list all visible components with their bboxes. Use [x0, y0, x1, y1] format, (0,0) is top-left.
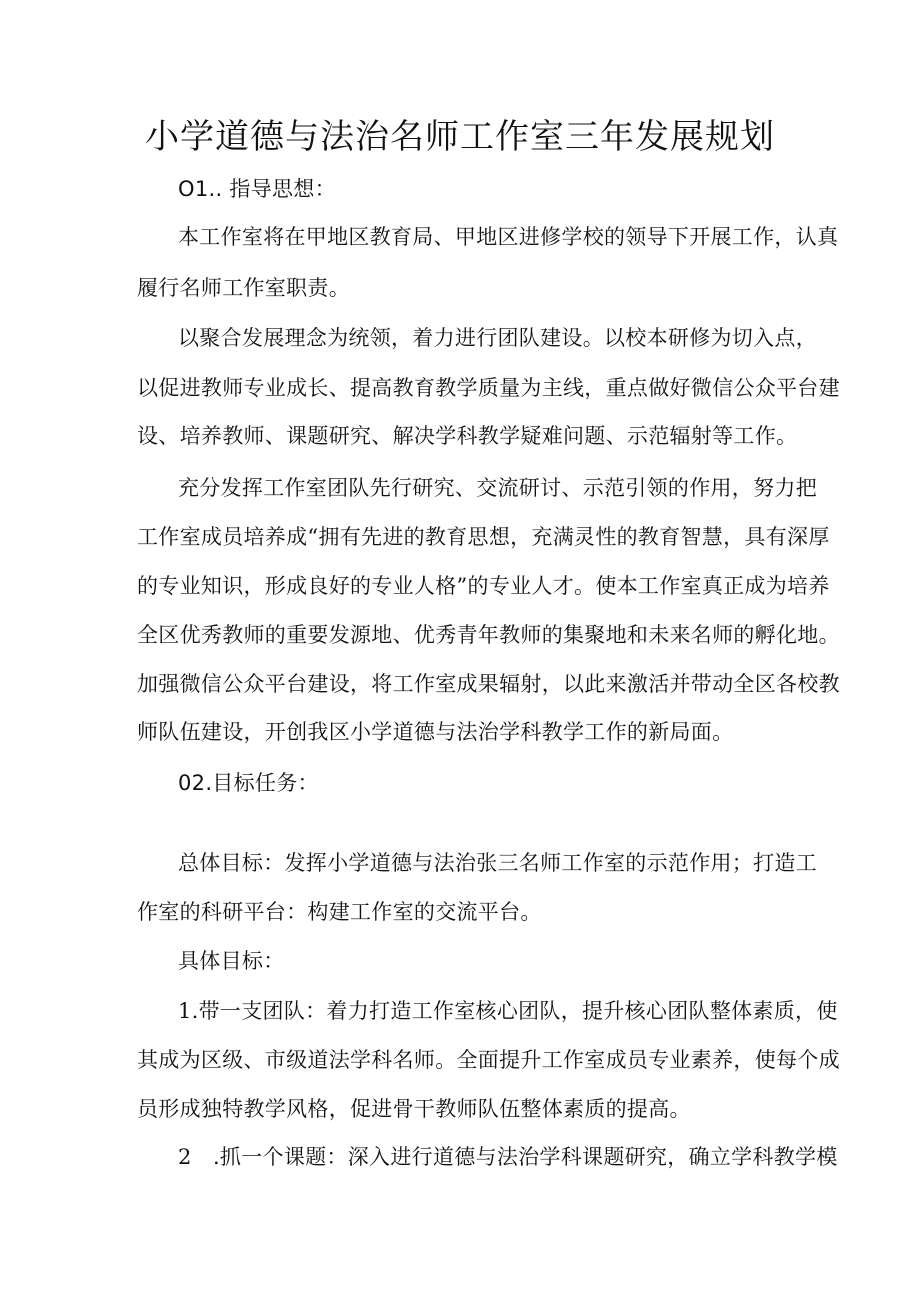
paragraph-line: 作室的科研平台：构建工作室的交流平台。: [137, 900, 542, 924]
paragraph-line: 本工作室将在甲地区教育局、甲地区进修学校的领导下开展工作，认真: [178, 225, 839, 249]
paragraph-line: 全区优秀教师的重要发源地、优秀青年教师的集聚地和未来名师的孵化地。: [137, 623, 840, 647]
paragraph-line: 总体目标：发挥小学道德与法治张三名师工作室的示范作用；打造工: [178, 851, 817, 875]
paragraph-line: 以聚合发展理念为统领，着力进行团队建设。以校本研修为切入点，: [178, 326, 817, 350]
paragraph-line: 1.带一支团队：着力打造工作室核心团队，提升核心团队整体素质，使: [178, 999, 838, 1023]
paragraph-line: 员形成独特教学风格，促进骨干教师队伍整体素质的提高。: [137, 1097, 691, 1121]
paragraph-line: 以促进教师专业成长、提高教育教学质量为主线，重点做好微信公众平台建: [137, 376, 840, 400]
section-heading-goals: 02.目标任务：: [178, 771, 319, 795]
section-heading-guiding-thought: O1.. 指导思想：: [178, 177, 336, 201]
paragraph-line: 设、培养教师、课题研究、解决学科教学疑难问题、示范辐射等工作。: [137, 424, 798, 448]
paragraph-line: 充分发挥工作室团队先行研究、交流研讨、示范引领的作用，努力把: [178, 476, 817, 500]
paragraph-line: 的专业知识，形成良好的专业人格”的专业人才。使本工作室真正成为培养: [137, 574, 830, 598]
paragraph-line: 师队伍建设，开创我区小学道德与法治学科教学工作的新局面。: [137, 720, 734, 744]
document-title: 小学道德与法治名师工作室三年发展规划: [145, 117, 775, 157]
subheading-specific-goals: 具体目标：: [178, 949, 285, 973]
paragraph-line: 履行名师工作室职责。: [137, 276, 350, 300]
paragraph-line: 加强微信公众平台建设，将工作室成果辐射，以此来激活并带动全区各校教: [137, 672, 840, 696]
paragraph-line: 2 .抓一个课题：深入进行道德与法治学科课题研究，确立学科教学模: [178, 1145, 838, 1169]
paragraph-line: 其成为区级、市级道法学科名师。全面提升工作室成员专业素养，使每个成: [137, 1048, 840, 1072]
paragraph-line: 工作室成员培养成“拥有先进的教育思想，充满灵性的教育智慧，具有深厚: [137, 525, 830, 549]
